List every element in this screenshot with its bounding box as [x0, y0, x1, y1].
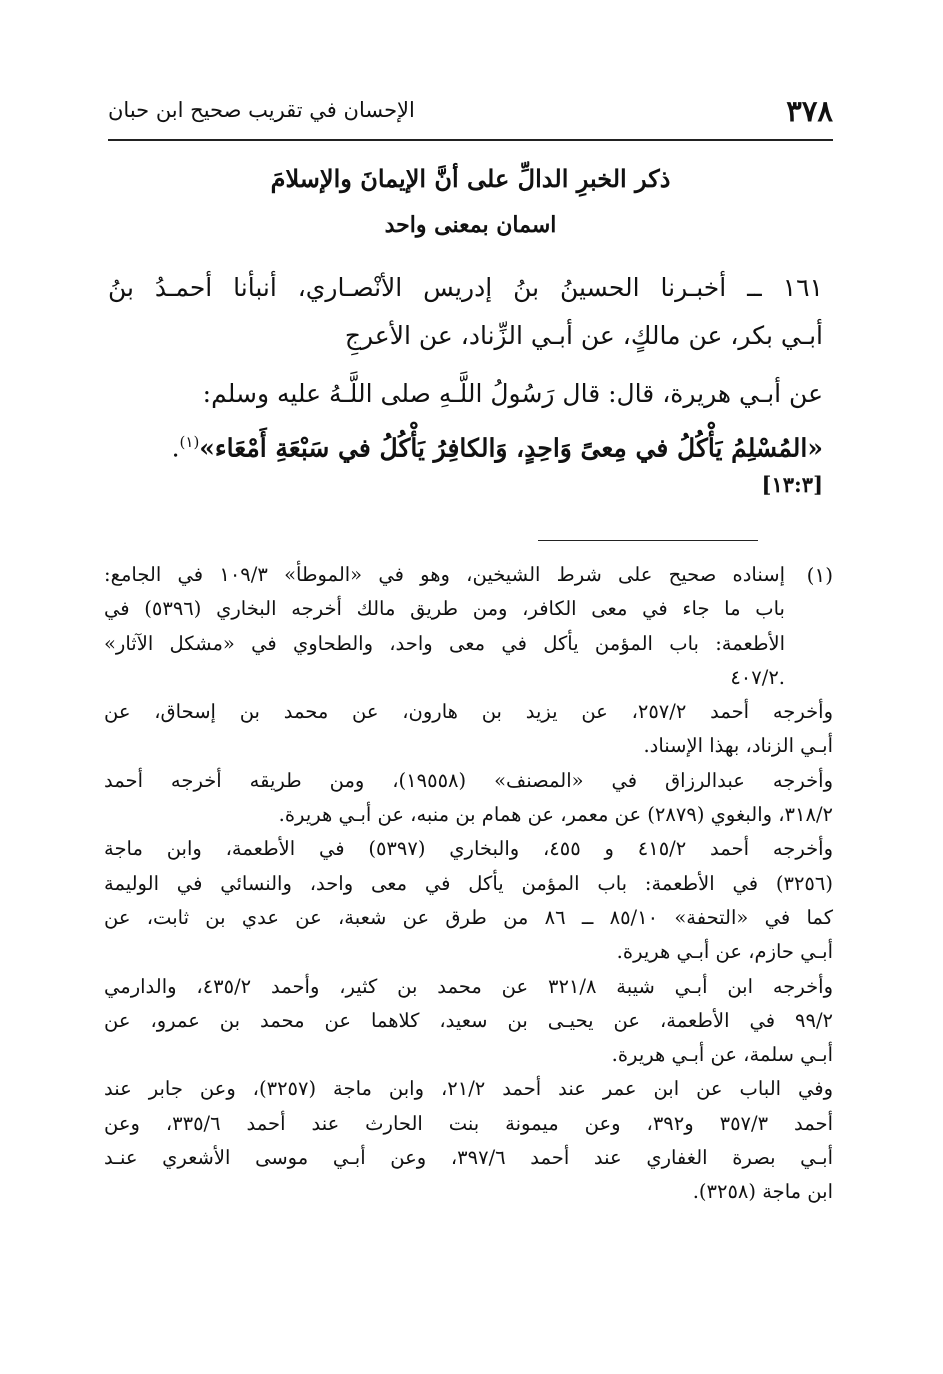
footnote-paragraph	[104, 558, 785, 695]
footnote-line: وأخرجه ابن أبـي شيبة ٣٢١/٨ عن محمد بن كثير، وأحمد ٤٣٥/٢، والدارمي	[104, 974, 833, 998]
footnote-line: أبـي بصرة الغفاري عند أحمد ٣٩٧/٦، وعن أبـي موسى الأشعري عنـد	[104, 1146, 833, 1170]
footnote-paragraph	[104, 970, 833, 1073]
footnote-line: ٣١٨/٢، والبغوي (٢٨٧٩) عن معمر، عن همام بن منبه، عن أبـي هريرة.	[278, 803, 833, 827]
footnote-line: إسناده صحيح على شرط الشيخين، وهو في «الموطأ» ١٠٩/٣ في الجامع:	[104, 563, 785, 586]
hadith-reference-code: [١٣:٣]	[761, 472, 823, 497]
hadith-text	[108, 370, 823, 472]
footnote-line: وأخرجه أحمد ٤١٥/٢ و ٤٥٥، والبخاري (٥٣٩٧) في الأطعمة، وابن ماجة	[104, 837, 833, 861]
hadith-text-line: عن أبـي هريرة، قال: قال رَسُولُ اللَّـهِ صلى اللَّـهُ عليه وسلم:	[202, 379, 823, 408]
chapter-title: ذكر الخبرِ الدالِّ على أنَّ الإيمانَ والإسلامَ	[270, 164, 671, 193]
footnote-line: أحمد ٣٥٧/٣ و٣٩٢، وعن ميمونة بنت الحارث عند أحمد ٣٣٥/٦، وعن	[104, 1111, 833, 1135]
footnote-line: وفي الباب عن ابن عمر عند أحمد ٢١/٢، وابن ماجة (٣٢٥٧)، وعن جابر عند	[104, 1077, 833, 1101]
page-number: ٣٧٨	[786, 94, 833, 128]
footnote-separator	[538, 540, 758, 541]
footnote-reference: (١)	[179, 433, 200, 451]
hadith-matn-line	[108, 418, 823, 472]
footnote-paragraph	[104, 764, 833, 833]
hadith-end-punctuation: .	[171, 433, 180, 463]
hadith-matn: «المُسْلِمُ يَأْكُلُ في مِعىً وَاحِدٍ، وَالكافِرُ يَأْكُلُ في سَبْعَةِ أَمْعَاء»	[199, 433, 823, 463]
header-rule	[108, 139, 833, 141]
footnote-line: ٩٩/٢ في الأطعمة، عن يحيـى بن سعيد، كلاهما عن محمد بن عمرو، عن	[104, 1008, 833, 1032]
footnote-line: وأخرجه أحمد ٢٥٧/٢، عن يزيد بن هارون، عن محمد بن إسحاق، عن	[104, 700, 833, 724]
footnote-marker: (١)	[806, 563, 833, 587]
hadith-chain-line: أبـي بكر، عن مالكٍ، عن أبـي الزِّناد، عن الأعرجِ	[344, 321, 823, 350]
footnote-line: (٣٢٥٦) في الأطعمة: باب المؤمن يأكل في معى واحد، والنسائي في الوليمة	[104, 871, 833, 895]
hadith-chain	[108, 264, 823, 360]
footnote-line: كما في «التحفة» ٨٥/١٠ ــ ٨٦ من طرق عن شعبة، عن عدي بن ثابت، عن	[104, 905, 833, 929]
footnote-paragraph	[104, 1072, 833, 1209]
footnotes-section	[104, 558, 833, 1210]
footnote-line: أبـي سلمة، عن أبـي هريرة.	[611, 1043, 833, 1067]
footnote-line: ابن ماجة (٣٢٥٨).	[692, 1180, 833, 1204]
footnote-line: أبـي حازم، عن أبـي هريرة.	[616, 940, 833, 964]
footnote-line: .٤٠٧/٢	[730, 665, 785, 689]
footnote-line: باب ما جاء في معى الكافر، ومن طريق مالك أخرجه البخاري (٥٣٩٦) في	[104, 597, 785, 621]
book-title: الإحسان في تقريب صحيح ابن حبان	[108, 98, 415, 122]
footnote-line: الأطعمة: باب المؤمن يأكل في معى واحد، والطحاوي في «مشكل الآثار»	[104, 631, 785, 655]
footnote-line: أبـي الزناد، بهذا الإسناد.	[643, 734, 833, 758]
footnote-paragraph	[104, 832, 833, 969]
running-header	[108, 94, 833, 134]
chapter-subtitle: اسمان بمعنى واحد	[384, 212, 557, 238]
footnote-paragraph	[104, 695, 833, 764]
footnote-line: وأخرجه عبدالرزاق في «المصنف» (١٩٥٥٨)، ومن طريقه أخرجه أحمد	[104, 768, 833, 792]
hadith-chain-line: ١٦١ ــ أخبـرنا الحسينُ بنُ إدريس الأنْصـاري، أنبأنا أحمـدُ بنُ	[108, 273, 823, 302]
